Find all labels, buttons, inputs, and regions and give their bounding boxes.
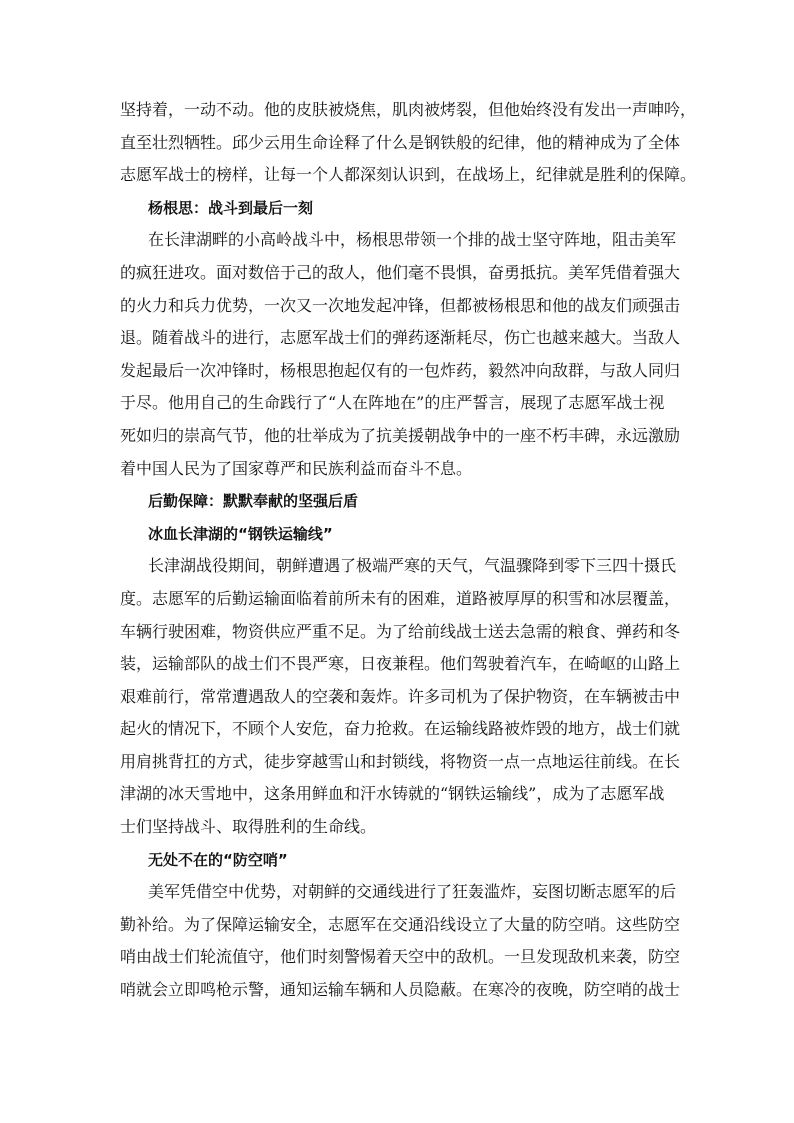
subsection-heading-air-defense: 无处不在的“防空哨”: [148, 850, 288, 869]
text-line: 在长津湖畔的小高岭战斗中，杨根思带领一个排的战士坚守阵地，阻击美军: [148, 230, 677, 250]
text-line: 艰难前行，常常遭遇敌人的空袭和轰炸。许多司机为了保护物资，在车辆被击中: [120, 686, 681, 706]
text-line: 长津湖战役期间，朝鲜遭遇了极端严寒的天气，气温骤降到零下三四十摄氏: [148, 556, 677, 576]
text-line: 用肩挑背扛的方式，徒步穿越雪山和封锁线，将物资一点一点地运往前线。在长: [120, 751, 681, 771]
text-line: 哨就会立即鸣枪示警，通知运输车辆和人员隐蔽。在寒冷的夜晚，防空哨的战士: [120, 980, 681, 1000]
text-line: 直至壮烈牺牲。邱少云用生命诠释了什么是钢铁般的纪律，他的精神成为了全体: [120, 132, 681, 152]
text-line: 勤补给。为了保障运输安全，志愿军在交通沿线设立了大量的防空哨。这些防空: [120, 914, 681, 934]
text-line: 着中国人民为了国家尊严和民族利益而奋斗不息。: [120, 458, 473, 478]
text-line: 装，运输部队的战士们不畏严寒，日夜兼程。他们驾驶着汽车，在崎岖的山路上: [120, 654, 681, 674]
paragraph-air-defense: [120, 876, 680, 1006]
document-page: [120, 94, 697, 1007]
text-line: 士们坚持战斗、取得胜利的生命线。: [120, 817, 377, 837]
text-line: 起火的情况下，不顾个人安危，奋力抢救。在运输线路被炸毁的地方，战士们就: [120, 719, 681, 739]
paragraph-transport-line: [120, 550, 680, 843]
text-line: 死如归的崇高气节，他的壮举成为了抗美援朝战争中的一座不朽丰碑，永远激励: [120, 425, 681, 445]
text-line: 美军凭借空中优势，对朝鲜的交通线进行了狂轰滥炸，妄图切断志愿军的后: [148, 882, 677, 902]
section-heading-logistics: 后勤保障：默默奉献的坚强后盾: [148, 492, 359, 511]
text-line: 退。随着战斗的进行，志愿军战士们的弹药逐渐耗尽，伤亡也越来越大。当敌人: [120, 328, 681, 348]
text-line: 津湖的冰天雪地中，这条用鲜血和汗水铸就的“钢铁运输线”，成为了志愿军战: [120, 784, 665, 804]
section-heading-yang-gensi: 杨根思：战斗到最后一刻: [148, 198, 314, 217]
subsection-heading-transport-line: 冰血长津湖的“钢铁运输线”: [148, 524, 333, 543]
text-line: 志愿军战士的榜样，让每一个人都深刻认识到，在战场上，纪律就是胜利的保障。: [120, 165, 697, 185]
text-line: 哨由战士们轮流值守，他们时刻警惕着天空中的敌机。一旦发现敌机来袭，防空: [120, 947, 681, 967]
text-line: 的火力和兵力优势，一次又一次地发起冲锋，但都被杨根思和他的战友们顽强击: [120, 295, 681, 315]
paragraph-yang-gensi: [120, 224, 680, 485]
text-line: 于尽。他用自己的生命践行了“人在阵地在”的庄严誓言，展现了志愿军战士视: [120, 393, 665, 413]
paragraph-qiu-shaoyun-end: [120, 94, 697, 192]
text-line: 的疯狂进攻。面对数倍于己的敌人，他们毫不畏惧，奋勇抵抗。美军凭借着强大: [120, 262, 681, 282]
text-line: 度。志愿军的后勤运输面临着前所未有的困难，道路被厚厚的积雪和冰层覆盖，: [120, 588, 681, 608]
text-line: 发起最后一次冲锋时，杨根思抱起仅有的一包炸药，毅然冲向敌群，与敌人同归: [120, 360, 681, 380]
text-line: 坚持着，一动不动。他的皮肤被烧焦，肌肉被烤裂，但他始终没有发出一声呻吟，: [120, 100, 697, 119]
text-line: 车辆行驶困难，物资供应严重不足。为了给前线战士送去急需的粮食、弹药和冬: [120, 621, 681, 641]
